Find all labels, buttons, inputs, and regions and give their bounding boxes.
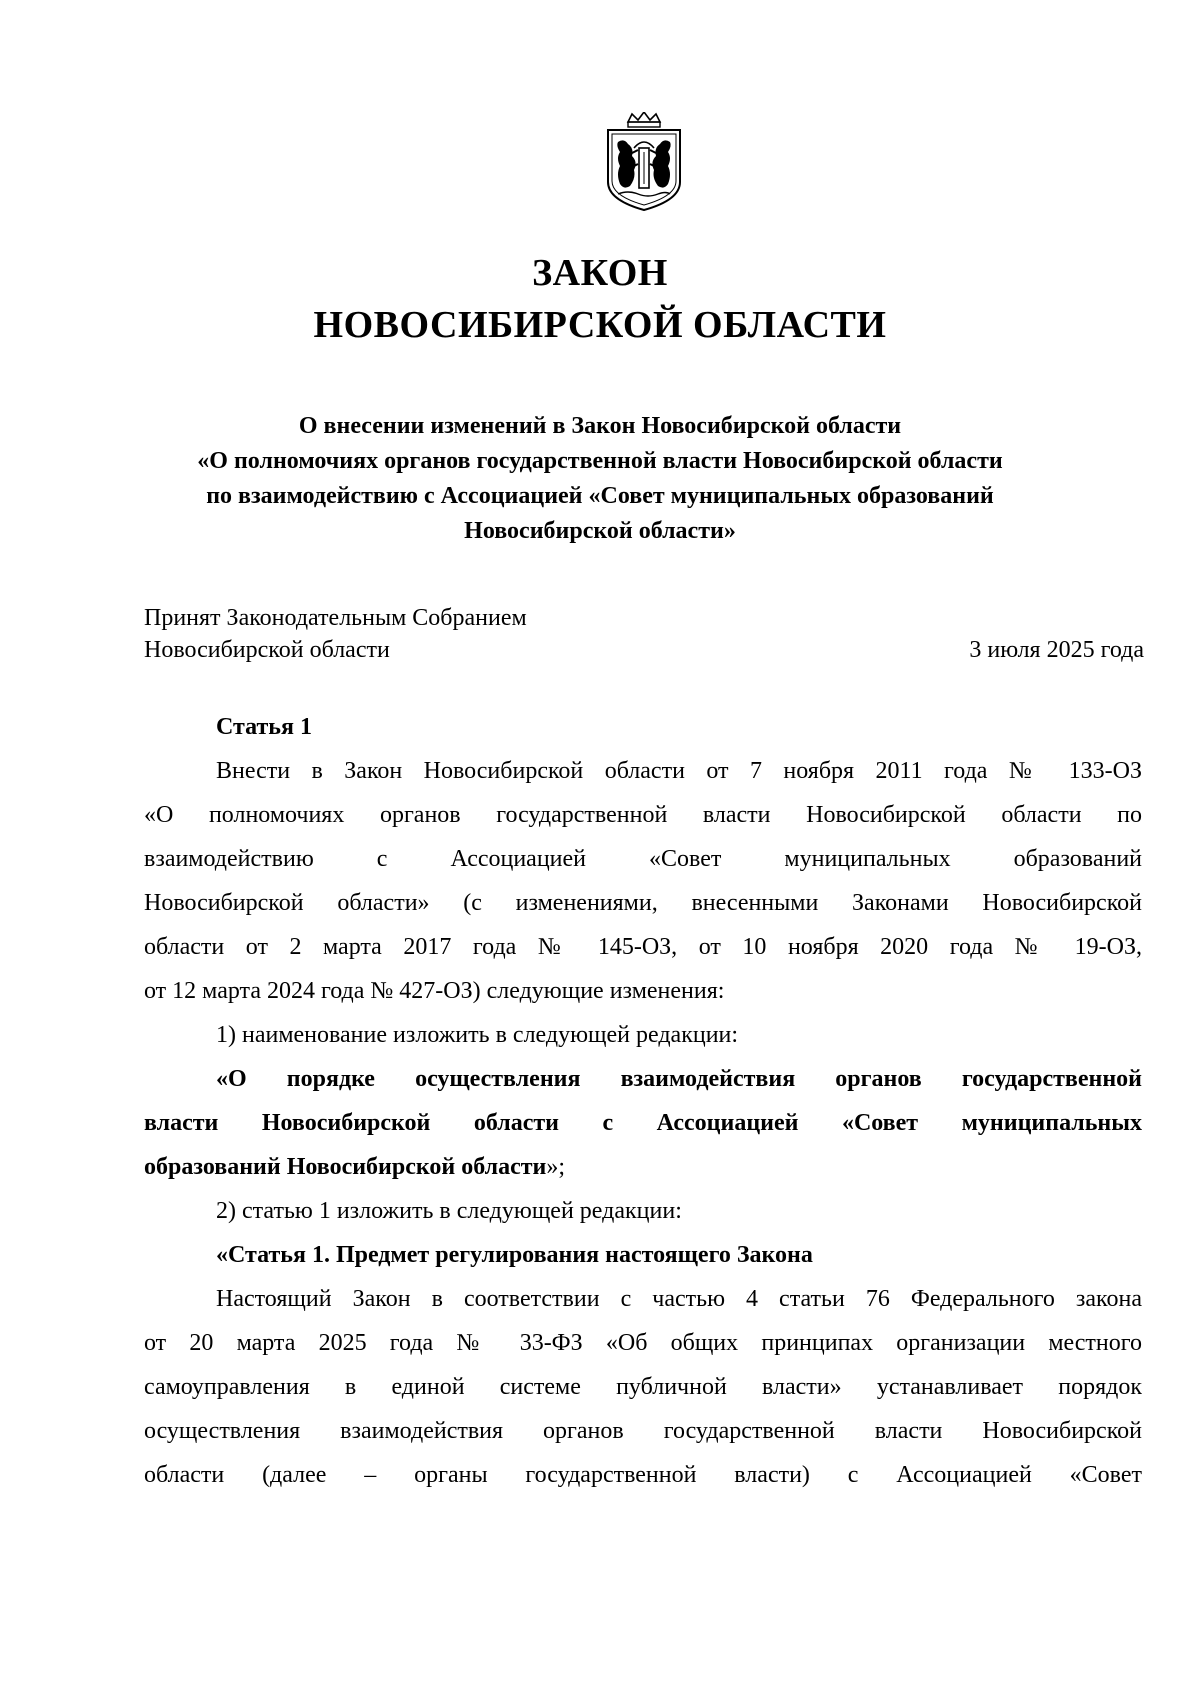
new-title-line-last (144, 1145, 1142, 1189)
document-body (144, 705, 1142, 1497)
subtitle-line: «О полномочиях органов государственной власти Новосибирской области (197, 448, 1003, 474)
adoption-block (144, 602, 1144, 666)
body-line: Новосибирской области» (с изменениями, внесенными Законами Новосибирской (144, 890, 1142, 916)
list-item-1: 1) наименование изложить в следующей редакции: (216, 1022, 739, 1048)
subtitle-line: Новосибирской области» (464, 518, 736, 544)
subtitle-line: по взаимодействию с Ассоциацией «Совет муниципальных образований (206, 483, 994, 509)
quoted-body-line: Настоящий Закон в соответствии с частью 4 статьи 76 Федерального закона (216, 1286, 1142, 1312)
article-heading: Статья 1 (216, 714, 312, 740)
body-line: «О полномочиях органов государственной власти Новосибирской области по (144, 802, 1142, 828)
quoted-body-line: самоуправления в единой системе публичной власти» устанавливает порядок (144, 1374, 1142, 1400)
body-line: Внести в Закон Новосибирской области от 7 ноября 2011 года № 133-ОЗ (216, 758, 1142, 784)
adopted-by-line-2: Новосибирской области (144, 637, 390, 663)
quoted-body-line: осуществления взаимодействия органов государственной власти Новосибирской (144, 1418, 1142, 1444)
document-title-line-1: ЗАКОН (532, 252, 668, 294)
subtitle-line: О внесении изменений в Закон Новосибирской области (298, 413, 902, 439)
document-title-line-2: НОВОСИБИРСКОЙ ОБЛАСТИ (313, 304, 887, 346)
quoted-body-line: области (далее – органы государственной власти) с Ассоциацией «Совет (144, 1462, 1142, 1488)
new-title-bold-part: образований Новосибирской области (144, 1154, 547, 1180)
body-line: области от 2 марта 2017 года № 145-ОЗ, от 10 ноября 2020 года № 19-ОЗ, (144, 934, 1142, 960)
quoted-body-line: от 20 марта 2025 года № 33-ФЗ «Об общих принципах организации местного (144, 1330, 1142, 1356)
new-title-tail: »; (546, 1154, 566, 1180)
new-title-line: власти Новосибирской области с Ассоциацией «Совет муниципальных (144, 1110, 1142, 1136)
quoted-article-heading: «Статья 1. Предмет регулирования настоящего Закона (216, 1242, 813, 1268)
document-subtitle (140, 409, 1060, 549)
adoption-date: 3 июля 2025 года (969, 637, 1144, 663)
coat-of-arms-icon (604, 112, 684, 212)
new-title-line: «О порядке осуществления взаимодействия органов государственной (216, 1066, 1142, 1092)
body-line: взаимодействию с Ассоциацией «Совет муниципальных образований (144, 846, 1142, 872)
body-line: от 12 марта 2024 года № 427-ОЗ) следующие изменения: (144, 978, 725, 1004)
list-item-2: 2) статью 1 изложить в следующей редакции: (216, 1198, 682, 1224)
adopted-by-line-1: Принят Законодательным Собранием (144, 605, 527, 631)
